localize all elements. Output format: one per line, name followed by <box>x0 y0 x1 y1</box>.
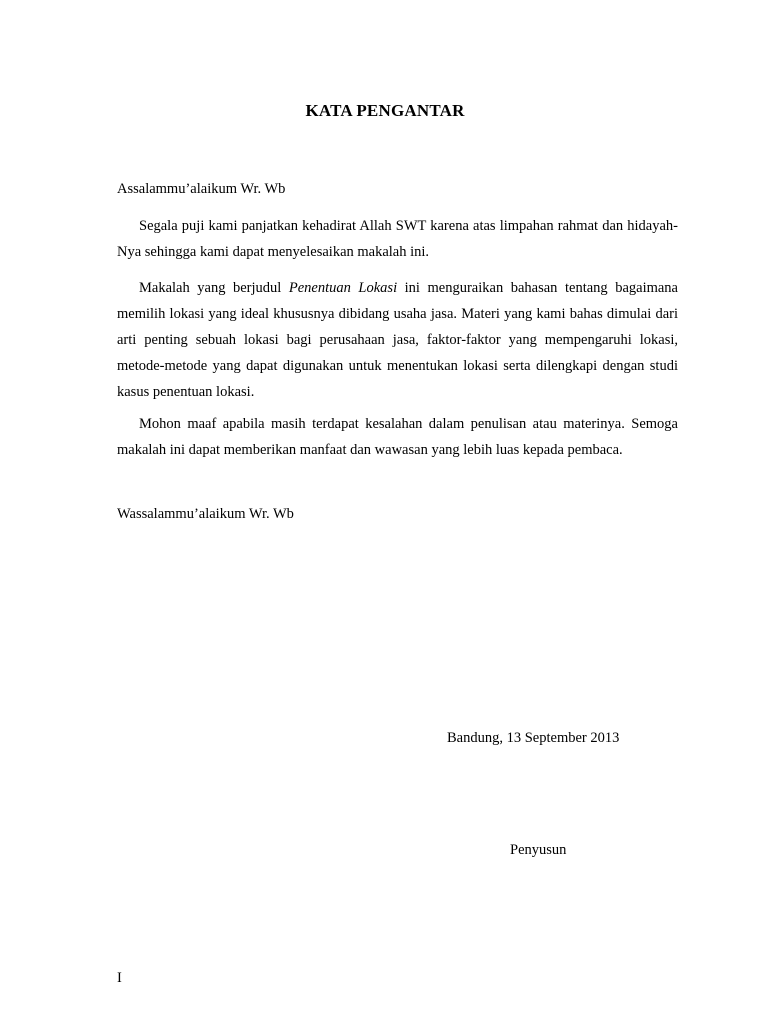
paragraph-3 <box>117 411 678 463</box>
page-number: I <box>117 970 122 986</box>
paragraph-1-text: Segala puji kami panjatkan kehadirat Allah SWT karena atas limpahan rahmat dan hidayah-Nya sehingga kami dapat menyelesaikan makalah ini. <box>117 218 678 260</box>
page-title: KATA PENGANTAR <box>305 101 465 120</box>
paragraph-1 <box>117 213 678 265</box>
paragraph-2 <box>117 275 678 405</box>
paragraph-2-emphasis: Penentuan Lokasi <box>288 280 398 296</box>
paragraph-2-text-before: Makalah yang berjudul <box>139 280 289 296</box>
closing-greeting: Wassalammu’alaikum Wr. Wb <box>117 506 294 522</box>
paragraph-2-text-after: ini menguraikan bahasan tentang bagaimana memilih lokasi yang ideal khususnya dibidang usaha jasa. Materi yang kami bahas dimulai dari arti penting sebuah lokasi bagi perusahaan jasa, faktor-faktor yang mempengaruhi lokasi, metode-metode yang dapat digunakan untuk menentukan lokasi serta dilengkapi dengan studi kasus penentuan lokasi. <box>117 280 678 400</box>
signer-label: Penyusun <box>510 842 567 858</box>
opening-greeting: Assalammu’alaikum Wr. Wb <box>117 181 286 197</box>
paragraph-3-text: Mohon maaf apabila masih terdapat kesalahan dalam penulisan atau materinya. Semoga makalah ini dapat memberikan manfaat dan wawasan yang lebih luas kepada pembaca. <box>117 416 678 458</box>
place-date: Bandung, 13 September 2013 <box>447 730 620 746</box>
